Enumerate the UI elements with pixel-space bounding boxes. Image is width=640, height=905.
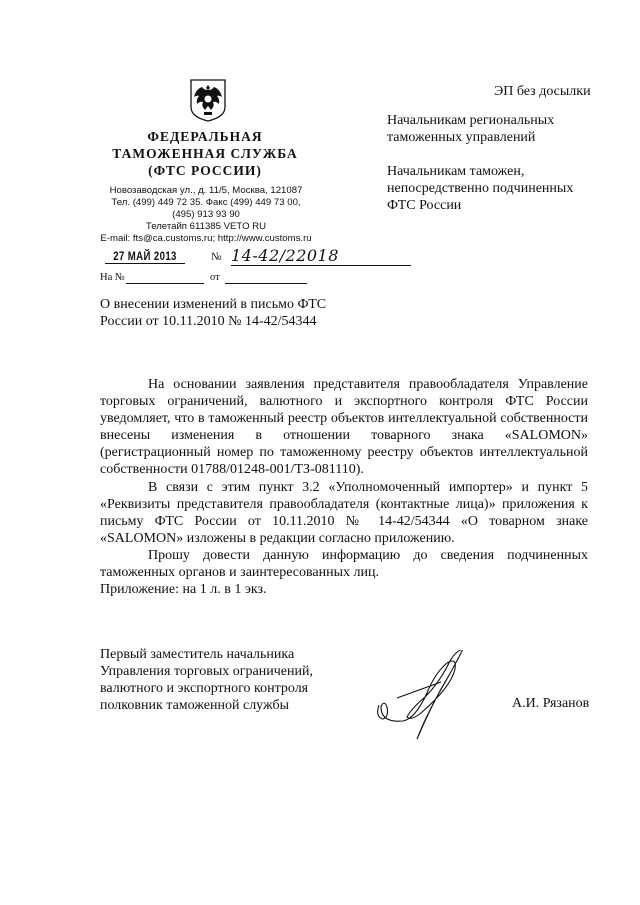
number-sign: №	[211, 251, 222, 263]
subject-line2: России от 10.11.2010 № 14-42/54344	[100, 314, 317, 329]
addressee-group2-line3: ФТС России	[387, 198, 462, 213]
signer-title-line2: Управления торговых ограничений,	[100, 664, 313, 679]
ref-number-label: На №	[100, 272, 125, 283]
subject-line1: О внесении изменений в письмо ФТС	[100, 297, 327, 312]
org-name-line3: (ФТС РОССИИ)	[148, 163, 262, 178]
addressee-group2-line1: Начальникам таможен,	[387, 164, 525, 179]
signer-title	[100, 646, 360, 714]
addressee-group1	[387, 112, 554, 146]
email-web-line: E-mail: fts@ca.customs.ru; http://www.customs.ru	[100, 233, 312, 244]
annex-note: Приложение: на 1 л. в 1 экз.	[100, 582, 267, 597]
delivery-note: ЭП без досылки	[494, 84, 591, 99]
address-line: Новозаводская ул., д. 11/5, Москва, 121087	[109, 185, 303, 196]
teletype-line: Телетайп 611385 VETO RU	[145, 221, 267, 232]
org-name-line1: ФЕДЕРАЛЬНАЯ	[147, 129, 263, 144]
russian-coat-of-arms-icon	[188, 77, 228, 123]
ref-date-label: от	[210, 272, 220, 283]
addressee-group1-line2: таможенных управлений	[387, 130, 536, 145]
signer-title-line1: Первый заместитель начальника	[100, 647, 295, 662]
document-date: 27 МАЙ 2013	[105, 249, 185, 264]
addressee-group2	[387, 163, 573, 214]
subject	[100, 296, 350, 330]
handwritten-signature-icon	[375, 650, 495, 760]
addressee-group2-line2: непосредственно подчиненных	[387, 181, 574, 196]
phone-line: (495) 913 93 90	[172, 209, 240, 220]
registration-row	[100, 246, 339, 269]
signer-title-line4: полковник таможенной службы	[100, 698, 290, 713]
body-paragraph-2: В связи с этим пункт 3.2 «Уполномоченный импортер» и пункт 5 «Реквизиты представителя правообладателя (контактные лица)» приложения к письму ФТС России от 10.11.2010 № 14-42/54344 «О товарном знаке «SALOMON» изложены в редакции согласно приложению.	[100, 479, 588, 546]
letter-body	[100, 376, 588, 581]
reference-row	[100, 272, 320, 288]
signer-title-line3: валютного и экспортного контроля	[100, 681, 309, 696]
org-name-line2: ТАМОЖЕННАЯ СЛУЖБА	[112, 146, 298, 161]
ref-number-blank	[126, 283, 204, 284]
ref-date-blank	[225, 283, 307, 284]
document-number: 14-42/22018	[231, 246, 411, 266]
signer-name: А.И. Рязанов	[512, 696, 590, 711]
phone-fax-line: Тел. (499) 449 72 35. Факс (499) 449 73 00,	[111, 197, 301, 208]
body-paragraph-1: На основании заявления представителя правообладателя Управление торговых ограничений, валютного и экспортного контроля ФТС России уведомляет, что в таможенный реестр объектов интеллектуальной собственности внесены изменения в отношении товарного знака «SALOMON» (регистрационный номер по таможенному реестру объектов интеллектуальной собственности 01788/01248-001/ТЗ-081110).	[100, 377, 588, 478]
body-paragraph-3: Прошу довести данную информацию до сведения подчиненных таможенных органов и заинтересованных лиц.	[100, 547, 588, 581]
addressee-group1-line1: Начальникам региональных	[387, 113, 555, 128]
